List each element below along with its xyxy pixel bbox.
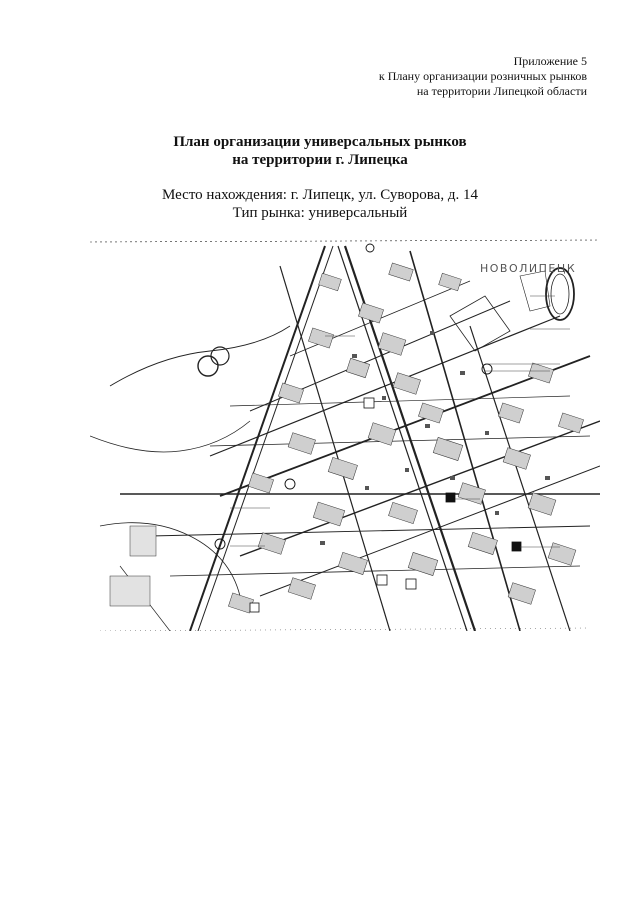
- appendix-plan-reference: к Плану организации розничных рынков: [378, 69, 587, 83]
- document-title-line-2: на территории г. Липецка: [232, 152, 408, 168]
- appendix-territory: на территории Липецкой области: [416, 84, 587, 98]
- document-title: [0, 133, 640, 169]
- city-map-drawing: [90, 236, 600, 631]
- market-type: Тип рынка: универсальный: [232, 205, 408, 221]
- market-location: Место нахождения: г. Липецк, ул. Суворова, д. 14: [162, 187, 478, 203]
- market-info: [0, 186, 640, 222]
- document-title-line-1: План организации универсальных рынков: [173, 134, 467, 150]
- appendix-number: Приложение 5: [513, 54, 587, 68]
- map-district-label: НОВОЛИПЕЦК: [480, 262, 577, 275]
- appendix-header: [379, 54, 587, 99]
- city-map: [90, 236, 600, 631]
